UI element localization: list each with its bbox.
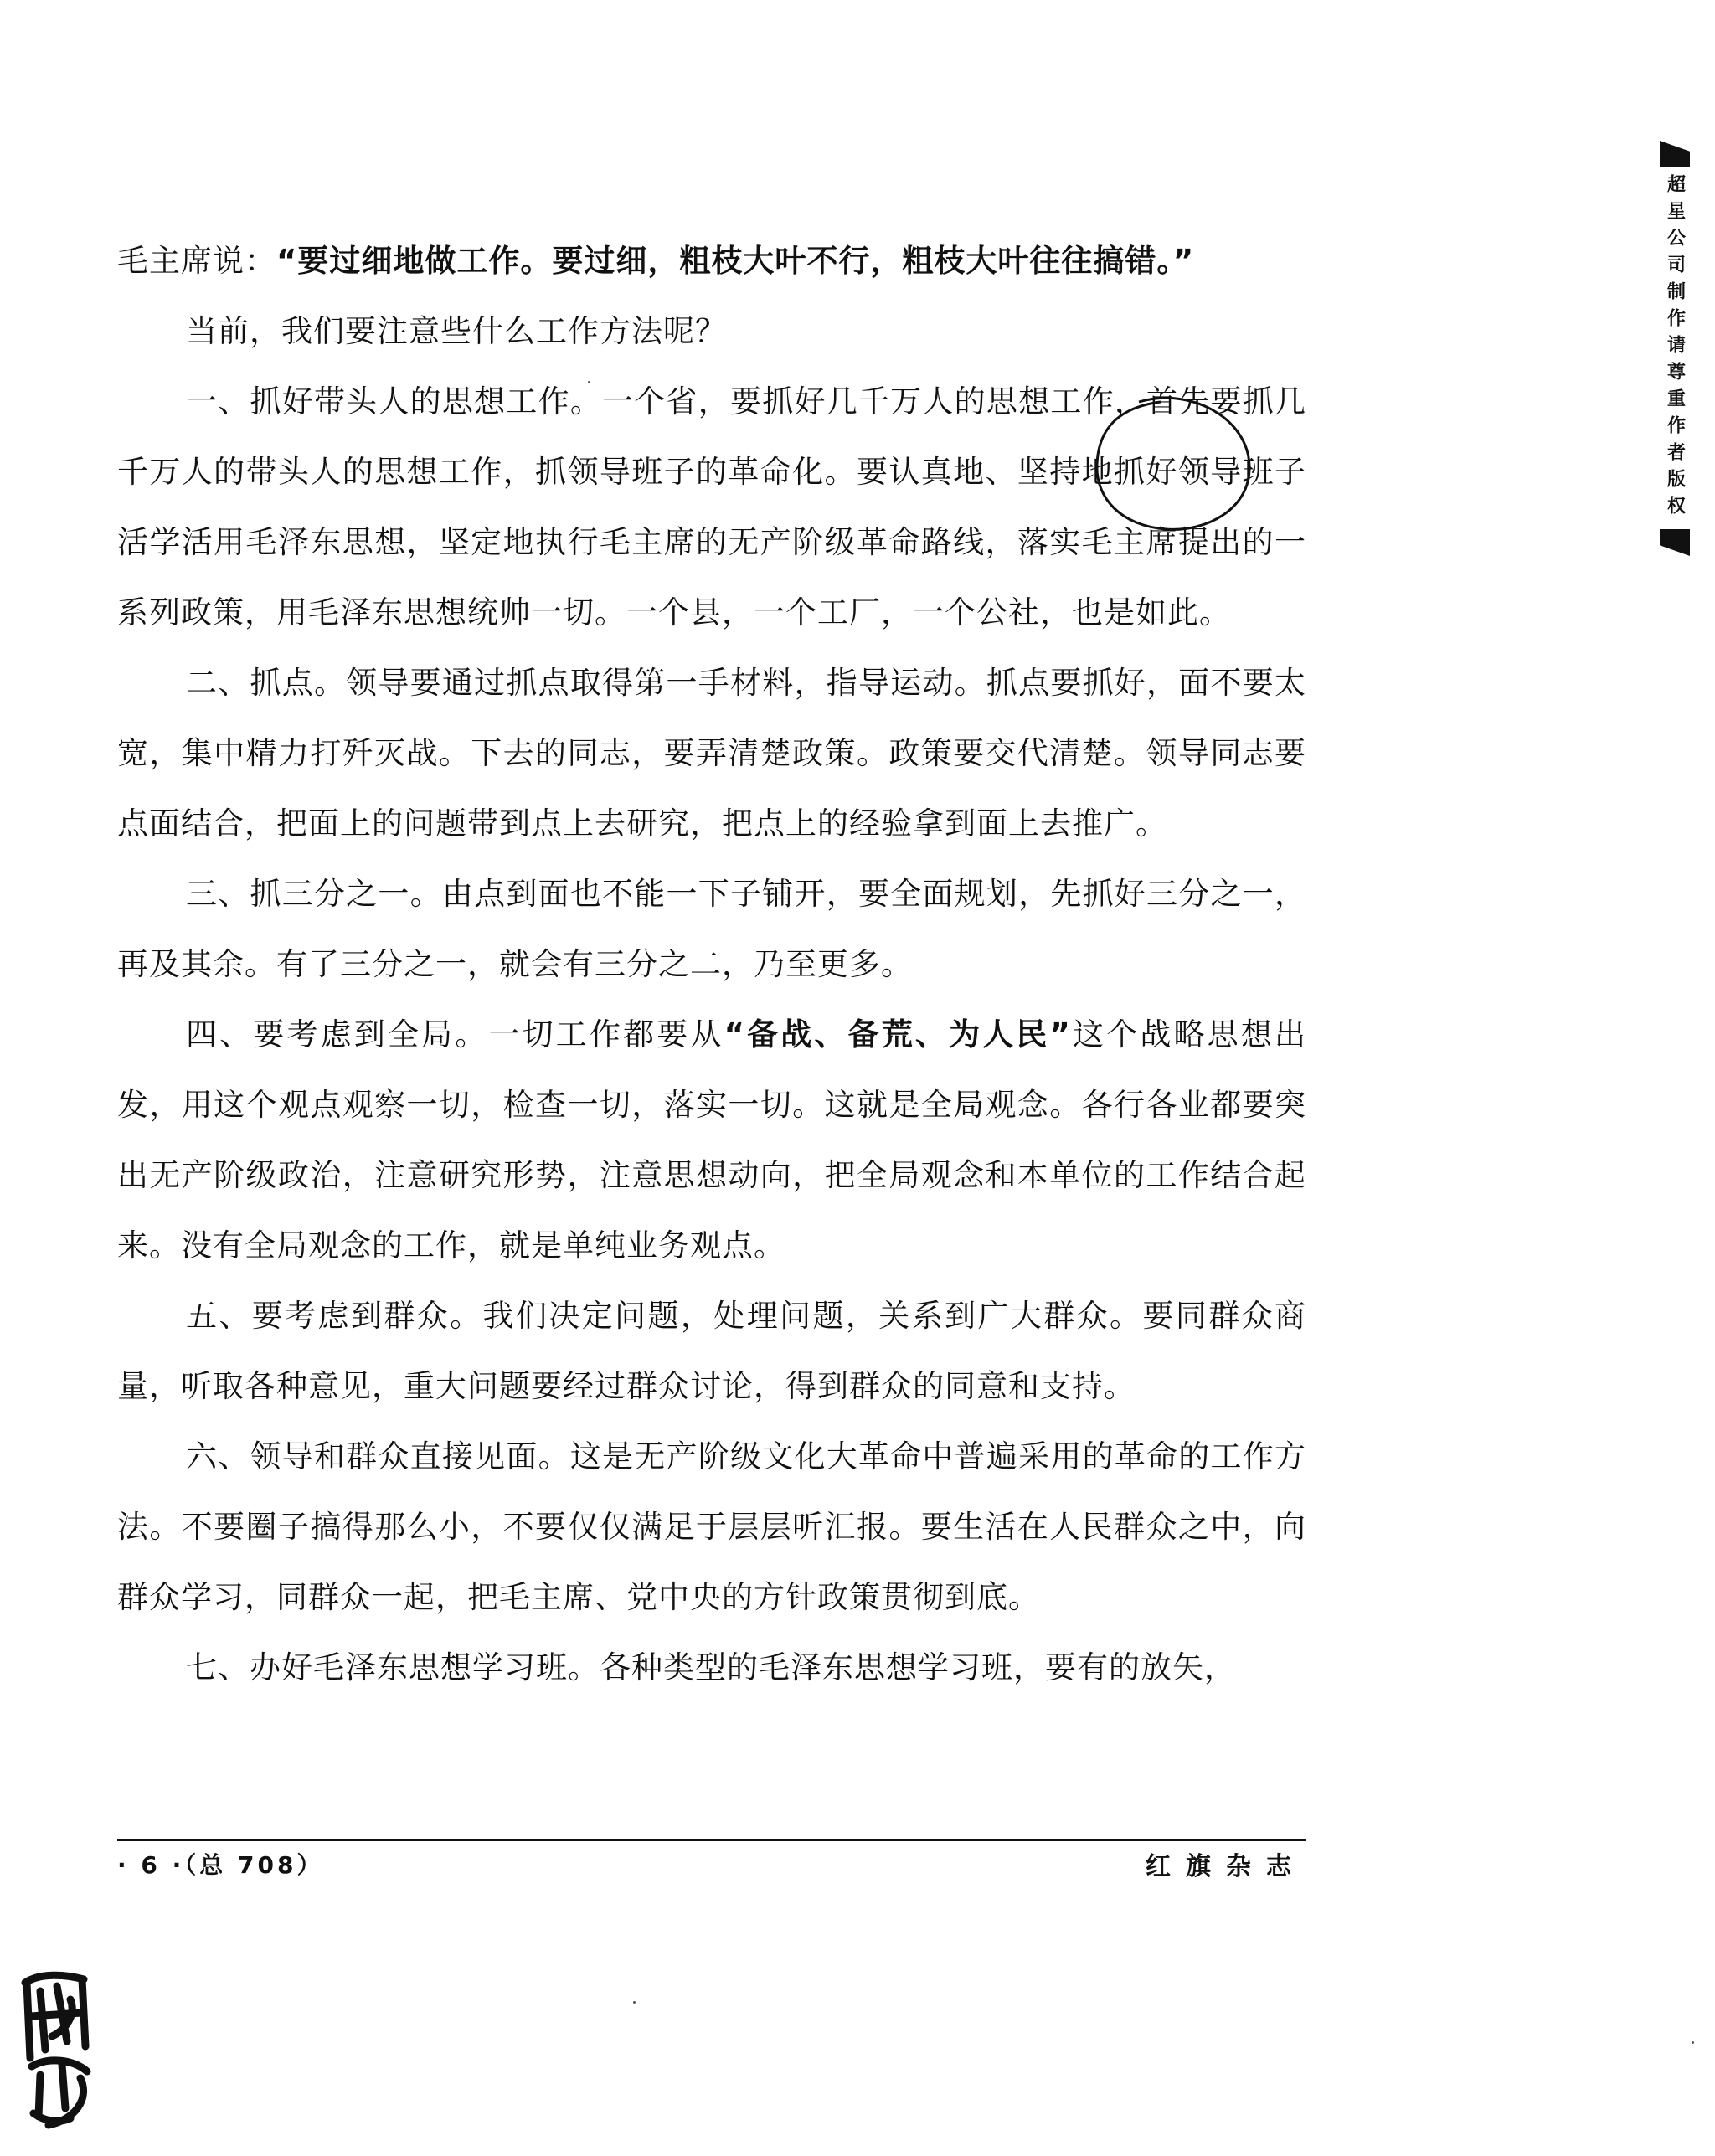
point-1-text: 一、抓好带头人的思想工作。一个省，要抓好几千万人的思想工作，首先要抓几千万人的带头人的思想工作，抓领导班子的革命化。要认真地、坚持地抓好领导班子活学活用毛泽东思想，坚定地执行毛主席的无产阶级革命路线，落实毛主席提出的一系列政策，用毛泽东思想统帅一切。一个县，一个工厂，一个公社，也是如此。	[117, 383, 1306, 630]
speck	[633, 2001, 636, 2004]
paragraph-point-6	[117, 1422, 1306, 1633]
strip-bottom-bar	[1660, 529, 1690, 556]
paragraph-question	[117, 296, 1306, 367]
speck	[588, 381, 590, 383]
paragraph-point-2	[117, 648, 1306, 859]
copyright-text: 超星公司制作请尊重作者版权	[1664, 174, 1686, 522]
journal-name: 红旗杂志	[1146, 1852, 1306, 1881]
quote-text: “要过细地做工作。要过细，粗枝大叶不行，粗枝大叶往往搞错。”	[276, 243, 1195, 279]
article-body	[117, 226, 1306, 1703]
paragraph-point-3	[117, 859, 1306, 1000]
footer-rule	[117, 1839, 1306, 1841]
point-4-rest: 这个战略思想出发，用这个观点观察一切，检查一切，落实一切。这就是全局观念。各行各业都要突出无产阶级政治，注意研究形势，注意思想动向，把全局观念和本单位的工作结合起来。没有全局观念的工作，就是单纯业务观点。	[117, 1016, 1307, 1263]
page-number: · 6 ·（总 708）	[117, 1851, 324, 1879]
strip-top-bar	[1660, 141, 1690, 167]
point-6-text: 六、领导和群众直接见面。这是无产阶级文化大革命中普遍采用的革命的工作方法。不要圈子搞得那么小，不要仅仅满足于层层听汇报。要生活在人民群众之中，向群众学习，同群众一起，把毛主席、党中央的方针政策贯彻到底。	[117, 1438, 1306, 1615]
point-3-text: 三、抓三分之一。由点到面也不能一下子铺开，要全面规划，先抓好三分之一，再及其余。有了三分之一，就会有三分之二，乃至更多。	[117, 876, 1306, 982]
point-5-text: 五、要考虑到群众。我们决定问题，处理问题，关系到广大群众。要同群众商量，听取各种意见，重大问题要经过群众讨论，得到群众的同意和支持。	[117, 1298, 1306, 1404]
paragraph-point-4	[117, 1000, 1306, 1281]
point-7-text: 七、办好毛泽东思想学习班。各种类型的毛泽东思想学习班，要有的放矢，	[186, 1649, 1236, 1685]
question-text: 当前，我们要注意些什么工作方法呢？	[186, 313, 727, 349]
point-2-text: 二、抓点。领导要通过抓点取得第一手材料，指导运动。抓点要抓好，面不要太宽，集中精力打歼灭战。下去的同志，要弄清楚政策。政策要交代清楚。领导同志要点面结合，把面上的问题带到点上去研究，把点上的经验拿到面上去推广。	[117, 665, 1306, 841]
paragraph-point-5	[117, 1281, 1306, 1422]
paragraph-quote	[117, 226, 1306, 296]
point-4-lead: 四、要考虑到全局。一切工作都要从	[186, 1016, 724, 1052]
seal-stamp	[15, 1966, 107, 2133]
point-4-slogan: “备战、备荒、为人民”	[724, 1016, 1071, 1052]
speck	[1692, 2041, 1694, 2044]
paragraph-point-7	[117, 1633, 1306, 1703]
quote-intro: 毛主席说：	[117, 243, 276, 279]
copyright-strip	[1658, 141, 1692, 556]
paragraph-point-1	[117, 367, 1306, 648]
